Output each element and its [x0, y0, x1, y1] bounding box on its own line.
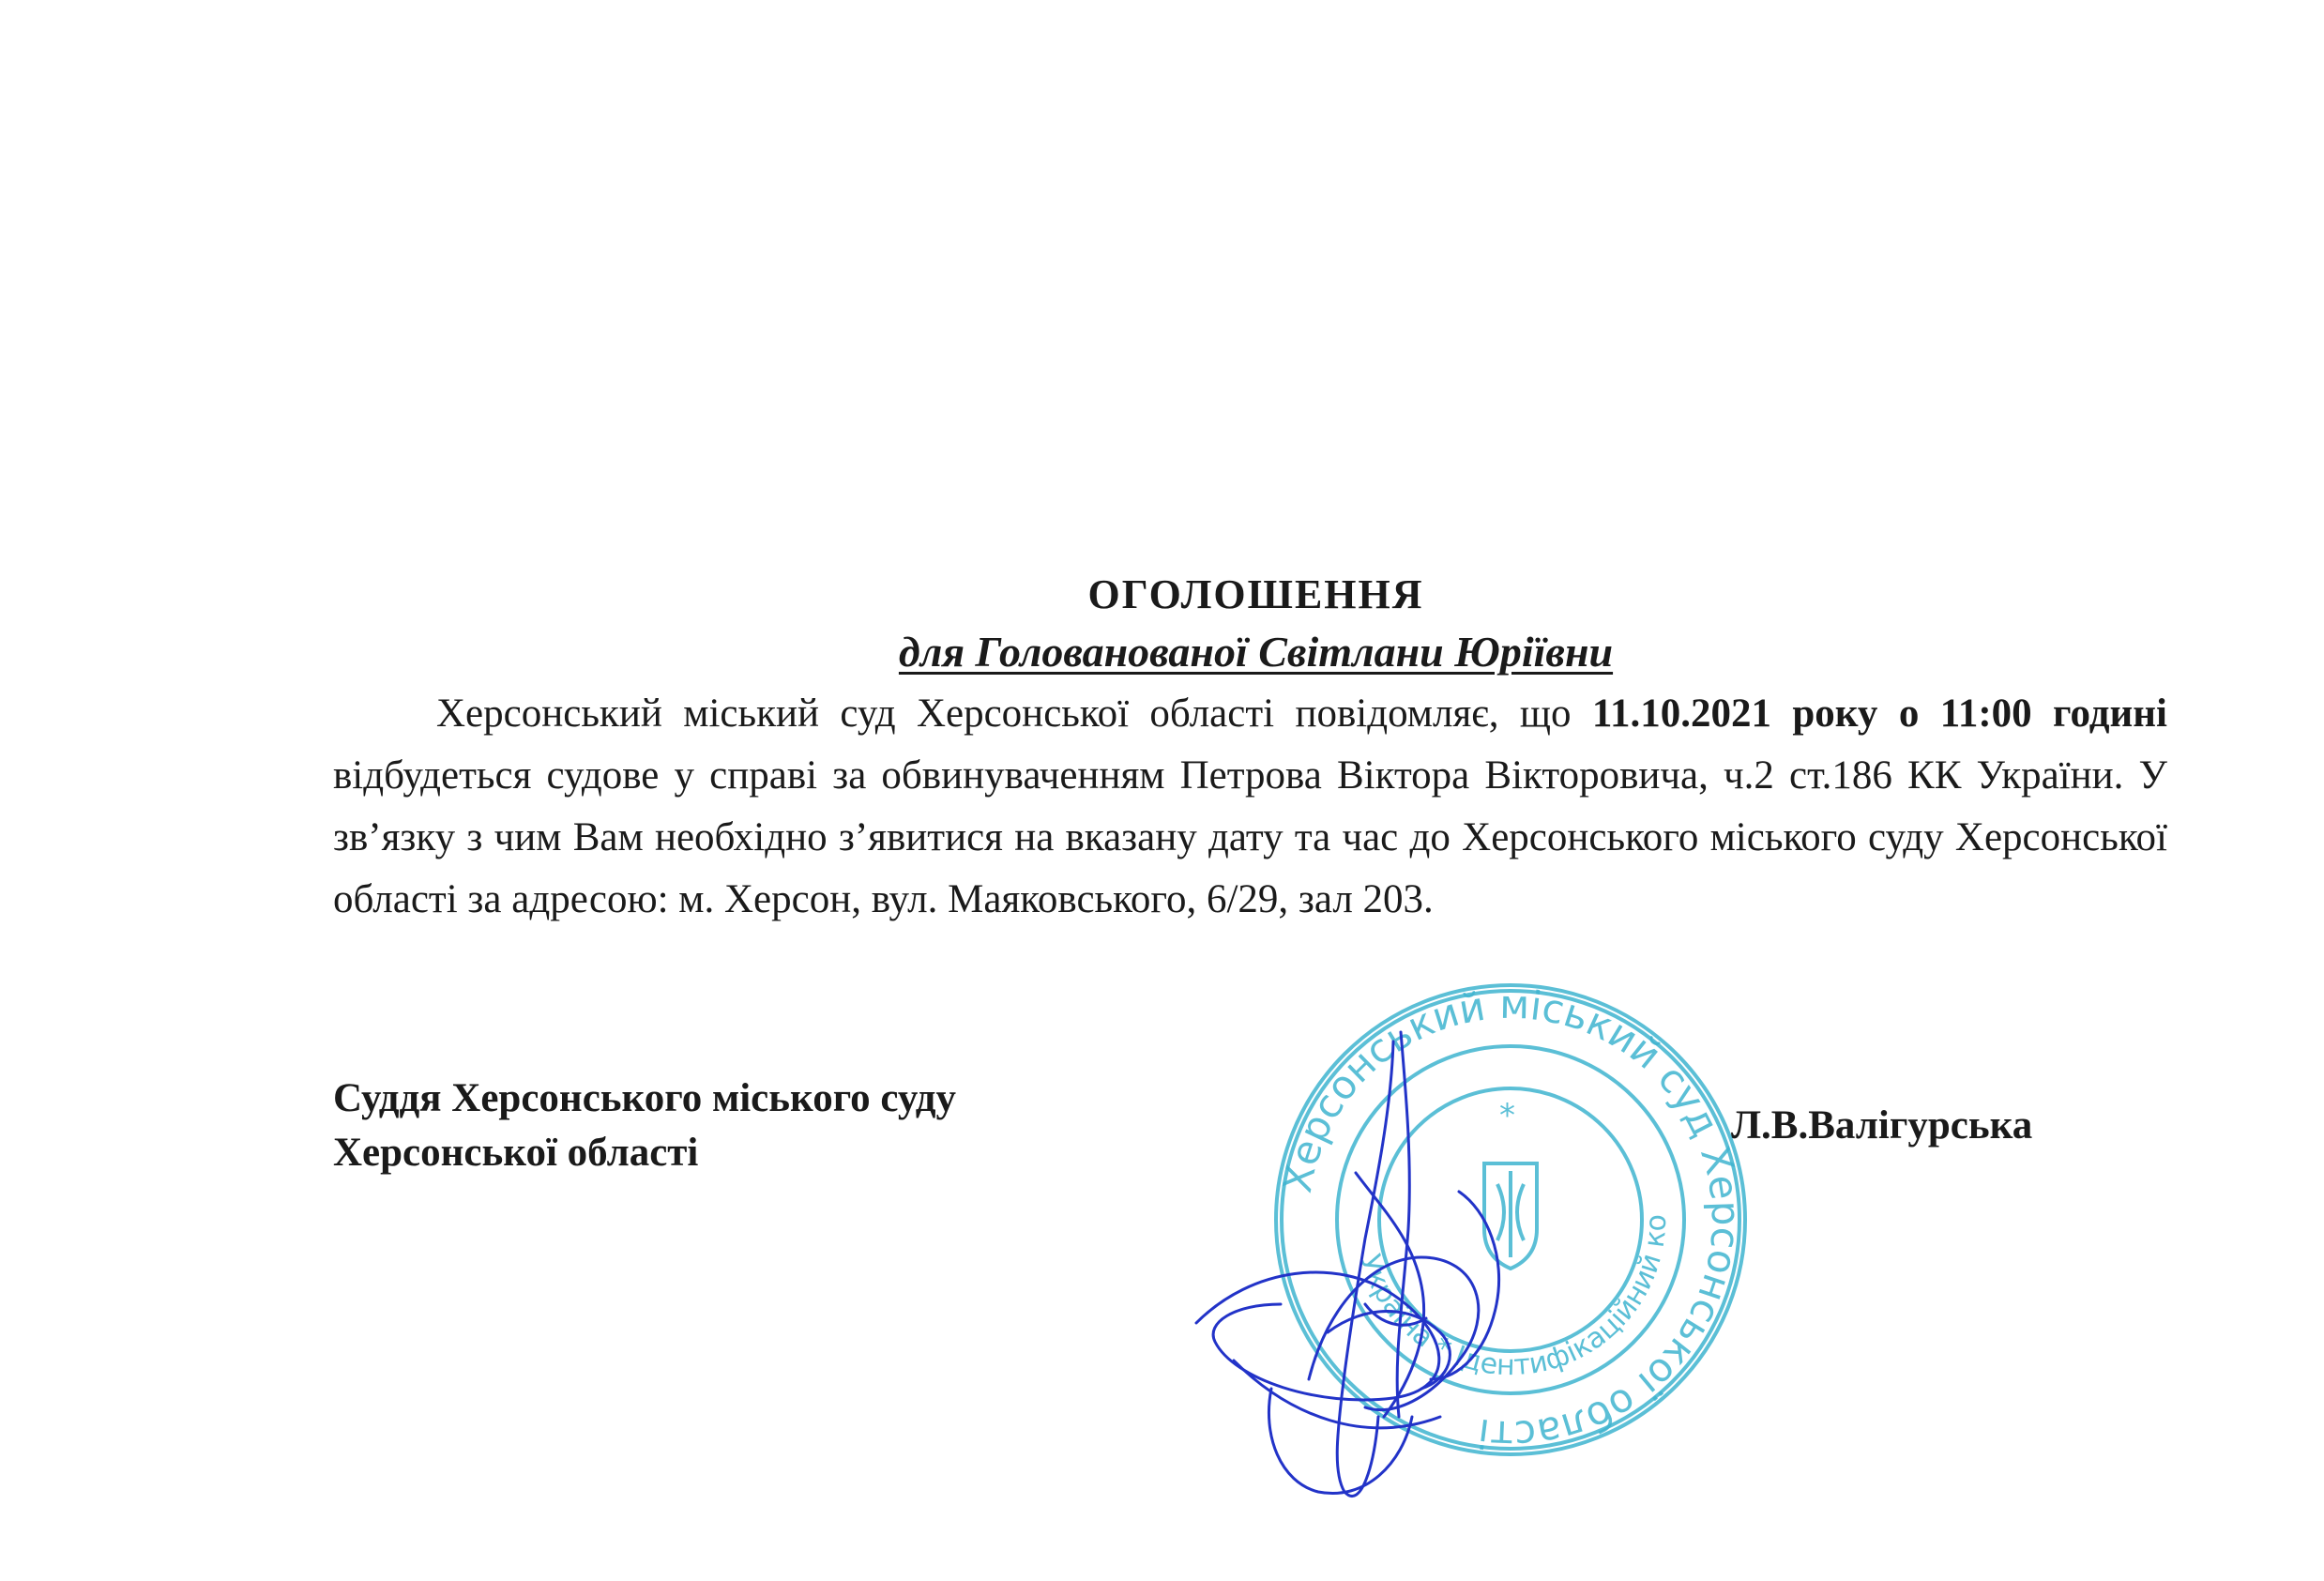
body-text-details: відбудеться судове у справі за обвинуваченням Петрова Віктора Вікторовича, ч.2 ст.186 КК України. У зв’язку з чим Вам необхідно з’явитися на вказану дату та час до Херсонського міського суду Херсонської області за адресою: м. Херсон, вул. Маяковського, 6/29, зал 203. — [333, 753, 2167, 921]
announcement-body — [333, 683, 2167, 931]
seal-outer-text: Херсонський міський суд Херсонської області — [1273, 981, 1750, 1459]
judge-title-line: Херсонської області — [333, 1131, 699, 1175]
document-title: ОГОЛОШЕННЯ — [1087, 571, 1424, 617]
svg-text:*: * — [1499, 1097, 1515, 1134]
hearing-datetime: 11.10.2021 року о 11:00 годині — [1591, 692, 2167, 736]
signature-scribble — [1177, 1023, 1609, 1511]
signature — [1177, 1023, 1609, 1511]
seal-code-text: Україна * Ідентифікаційний ко — [1353, 1213, 1674, 1383]
judge-title-line: Суддя Херсонського міського суду — [333, 1076, 956, 1120]
judge-name: Л.В.Валігурська — [1731, 1103, 2033, 1148]
judge-title-block — [333, 1072, 956, 1180]
addressee-line: для Голованованої Світлани Юріївни — [898, 628, 1614, 676]
body-text-intro: Херсонський міський суд Херсонської області повідомляє, що — [436, 692, 1592, 736]
